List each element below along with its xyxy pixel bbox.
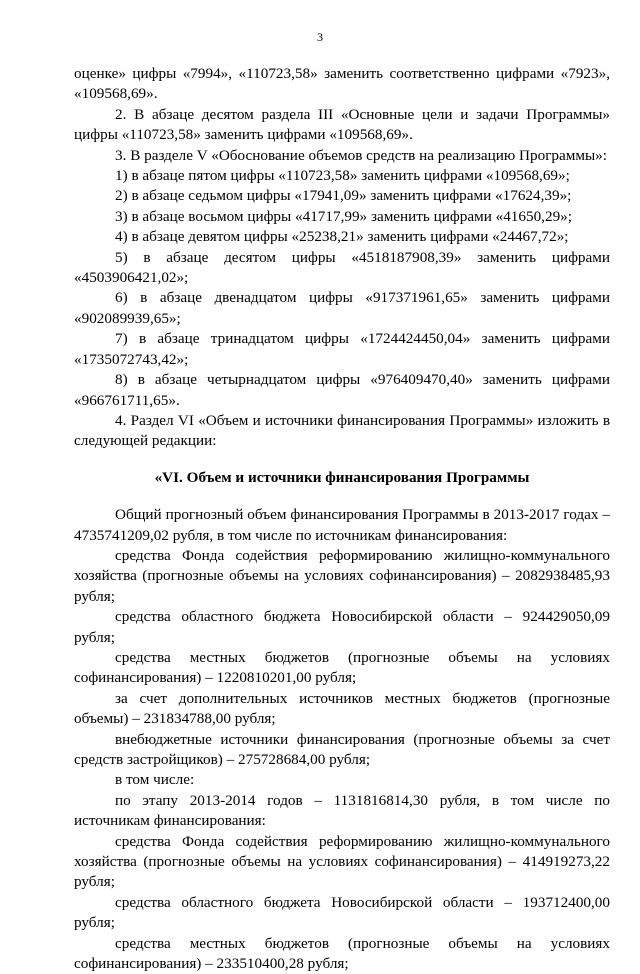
list-item: 5) в абзаце десятом цифры «4518187908,39» заменить цифрами «4503906421,02»; (74, 248, 610, 287)
list-item: 2) в абзаце седьмом цифры «17941,09» заменить цифрами «17624,39»; (115, 187, 572, 205)
paragraph: оценке» цифры «7994», «110723,58» заменить соответственно цифрами «7923», «109568,69». (74, 65, 610, 103)
paragraph: Общий прогнозный объем финансирования Программы в 2013-2017 годах – 4735741209,02 рубля, в том числе по источникам финансирования: (74, 506, 610, 544)
list-item: 6) в абзаце двенадцатом цифры «917371961,65» заменить цифрами «902089939,65»; (74, 289, 610, 327)
list-item: 1) в абзаце пятом цифры «110723,58» заменить цифрами «109568,69»; (115, 167, 570, 185)
paragraph: 3. В разделе V «Обоснование объемов средств на реализацию Программы»: (115, 146, 607, 164)
section-heading: «VI. Объем и источники финансирования Программы (154, 468, 530, 486)
paragraph: внебюджетные источники финансирования (прогнозные объемы за счет средств застройщиков) – 275728684,00 рубля; (74, 730, 610, 768)
list-item: 8) в абзаце четырнадцатом цифры «976409470,40» заменить цифрами «966761711,65». (74, 371, 610, 409)
list-item: 4) в абзаце девятом цифры «25238,21» заменить цифрами «24467,72»; (115, 228, 569, 246)
paragraph: в том числе: (115, 771, 195, 789)
paragraph: средства областного бюджета Новосибирской области – 924429050,09 рубля; (74, 608, 610, 646)
paragraph: 2. В абзаце десятом раздела III «Основные цели и задачи Программы» цифры «110723,58» заменить цифрами «109568,69». (74, 105, 610, 144)
paragraph: средства местных бюджетов (прогнозные объемы на условиях софинансирования) – 233510400,28 рубля; (74, 934, 610, 973)
paragraph: средства местных бюджетов (прогнозные объемы на условиях софинансирования) – 1220810201,00 рубля; (74, 648, 610, 687)
document-body (74, 64, 610, 974)
paragraph: средства областного бюджета Новосибирской области – 193712400,00 рубля; (74, 893, 610, 932)
paragraph: по этапу 2013-2014 годов – 1131816814,30 рубля, в том числе по источникам финансирования: (74, 791, 610, 830)
paragraph: 4. Раздел VI «Объем и источники финансирования Программы» изложить в следующей редакции: (74, 411, 610, 450)
paragraph: средства Фонда содействия реформированию жилищно-коммунального хозяйства (прогнозные объемы на условиях софинансирования) – 2082938485,93 рубля; (74, 546, 610, 605)
page-number: 3 (317, 30, 323, 44)
paragraph: за счет дополнительных источников местных бюджетов (прогнозные объемы) – 231834788,00 рубля; (74, 689, 610, 728)
list-item: 7) в абзаце тринадцатом цифры «1724424450,04» заменить цифрами «1735072743,42»; (74, 330, 610, 368)
list-item: 3) в абзаце восьмом цифры «41717,99» заменить цифрами «41650,29»; (115, 207, 572, 225)
paragraph: средства Фонда содействия реформированию жилищно-коммунального хозяйства (прогнозные объемы на условиях софинансирования) – 414919273,22 рубля; (74, 832, 610, 891)
